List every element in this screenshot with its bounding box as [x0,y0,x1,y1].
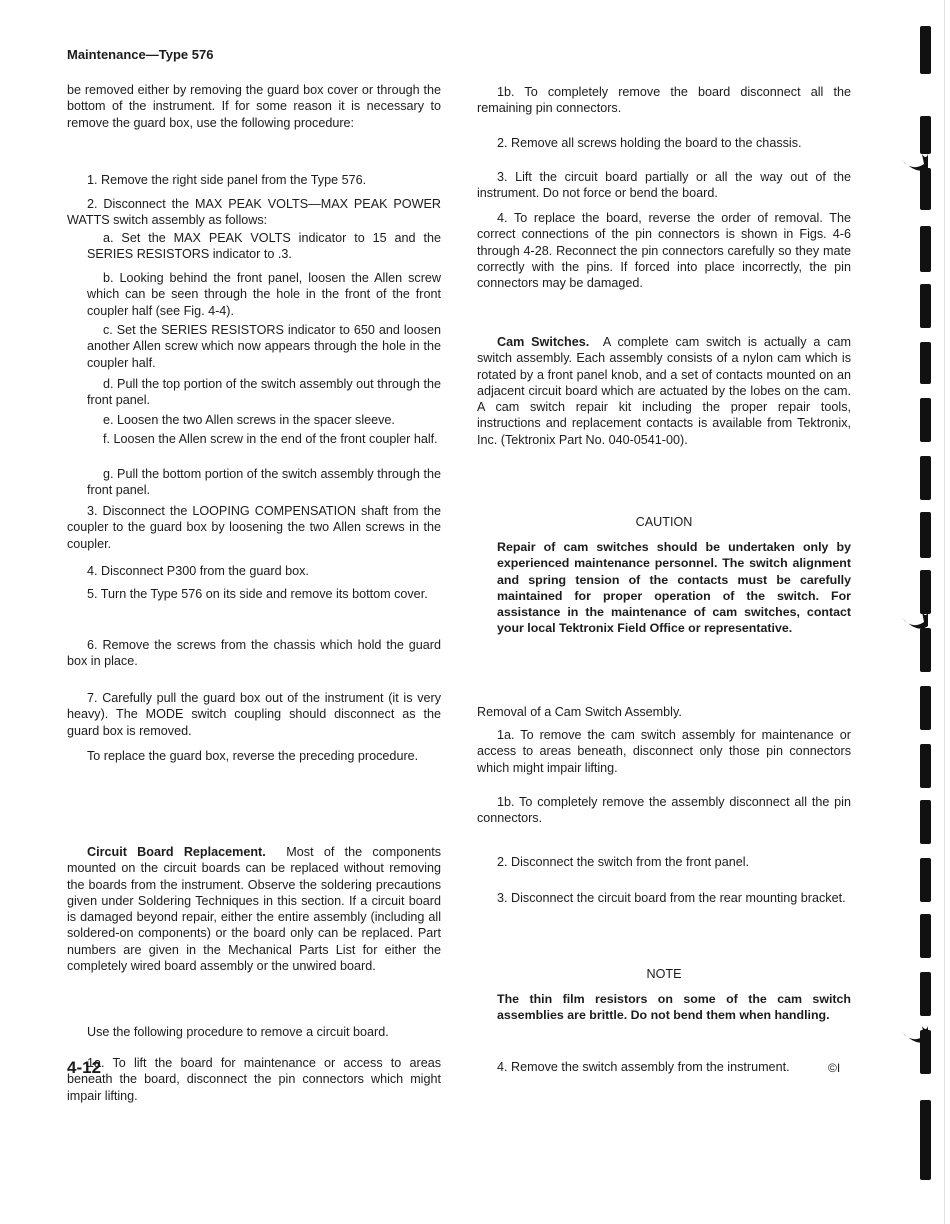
step-3-right: 3. Lift the circuit board partially or all the way out of the instrument. Do not force or bend the board. [477,170,851,201]
use-procedure: Use the following procedure to remove a circuit board. [87,1025,389,1039]
step-6: 6. Remove the screws from the chassis which hold the guard box in place. [67,638,441,669]
step-2-right: 2. Remove all screws holding the board to the chassis. [497,136,802,150]
step-4-right: 4. To replace the board, reverse the order of removal. The correct connections of the pin connectors is shown in Figs. 4-6 through 4-28. Reconnect the pin connectors carefully so they mate correctly with the pins. If forced into place incorrectly, the pin connectors may be damaged. [477,211,851,291]
step-2: 2. Disconnect the MAX PEAK VOLTS—MAX PEAK POWER WATTS switch assembly as follows: [67,197,441,228]
step-2c: c. Set the SERIES RESISTORS indicator to 650 and loosen another Allen screw which now appears through the hole in the coupler half. [87,323,441,370]
section-title-cam-switches: Cam Switches. [497,335,590,349]
binder-hook-icon [900,1018,930,1048]
note-text: The thin film resistors on some of the cam switch assemblies are brittle. Do not bend them when handling. [497,992,851,1023]
section-text-circuit-board: Most of the components mounted on the circuit boards can be replaced without removing the boards from the instrument. Observe the soldering precautions given under Soldering Techniques in this section. If a circuit board is damaged beyond repair, either the entire assembly (including all soldered-on components) or the board only can be replaced. Part numbers are given in the Mechanical Parts List for either the completely wired board assembly or the unwired board. [67,845,442,974]
binder-hole-icon [920,284,931,328]
section-title-circuit-board: Circuit Board Replacement. [87,845,266,859]
step-2b: b. Looking behind the front panel, loosen the Allen screw which can be seen through the hole in the front of the front coupler half (see Fig. 4-4). [87,271,441,318]
step-5: 5. Turn the Type 576 on its side and remove its bottom cover. [87,587,428,601]
step-2f: f. Loosen the Allen screw in the end of the front coupler half. [103,432,438,446]
binder-hole-icon [920,800,931,844]
removal-step-3: 3. Disconnect the circuit board from the rear mounting bracket. [497,891,846,905]
removal-step-4: 4. Remove the switch assembly from the instrument. [497,1060,790,1074]
binder-hole-icon [920,342,931,384]
binder-hole-icon [920,226,931,272]
circuit-board-replacement [67,844,441,974]
note-title: NOTE [646,967,682,981]
step-2e: e. Loosen the two Allen screws in the spacer sleeve. [103,413,395,427]
caution-title: CAUTION [635,515,693,529]
section-text-cam-switches: A complete cam switch is actually a cam switch assembly. Each assembly consists of a nylon cam which is rotated by a front panel knob, and a set of contacts mounted on an adjacent circuit board which are actuated by the lobes on the cam. A cam switch repair kit including the proper repair tools, instructions and replacement contacts is available from Tektronix, Inc. (Tektronix Part No. 040-0541-00). [477,335,851,447]
cam-switches [477,334,851,448]
step-1b: 1b. To completely remove the board disconnect all the remaining pin connectors. [477,85,851,116]
removal-step-1b: 1b. To completely remove the assembly disconnect all the pin connectors. [477,795,851,826]
binder-hole-icon [920,972,931,1016]
binder-hole-icon [920,398,931,442]
step-3: 3. Disconnect the LOOPING COMPENSATION shaft from the coupler to the guard box by loosening the two Allen screws in the coupler. [67,504,441,551]
binder-hook-icon [900,146,930,176]
step-7: 7. Carefully pull the guard box out of the instrument (it is very heavy). The MODE switch coupling should disconnect as the guard box is removed. [67,691,441,738]
step-2a: a. Set the MAX PEAK VOLTS indicator to 15 and the SERIES RESISTORS indicator to .3. [87,231,441,262]
binder-hole-icon [920,26,931,74]
removal-step-1a: 1a. To remove the cam switch assembly for maintenance or access to areas beneath, disconnect only those pin connectors which might impair lifting. [477,728,851,775]
binder-hole-icon [920,456,931,500]
binder-hole-icon [920,628,931,672]
replace-paragraph: To replace the guard box, reverse the preceding procedure. [87,749,419,763]
page-edge [944,0,945,1224]
step-1a: 1a. To lift the board for maintenance or access to areas beneath the board, disconnect the pin connectors which might impair lifting. [67,1056,441,1103]
removal-step-2: 2. Disconnect the switch from the front panel. [497,855,749,869]
step-2d: d. Pull the top portion of the switch assembly out through the front panel. [87,377,441,408]
step-4: 4. Disconnect P300 from the guard box. [87,564,309,578]
binder-hook-icon [900,604,930,634]
intro-paragraph: be removed either by removing the guard box cover or through the bottom of the instrument. If for some reason it is necessary to remove the guard box, use the following procedure: [67,83,441,130]
step-1: 1. Remove the right side panel from the Type 576. [87,173,367,187]
step-2g: g. Pull the bottom portion of the switch assembly through the front panel. [87,467,441,498]
caution-text: Repair of cam switches should be undertaken only by experienced maintenance personnel. The switch alignment and spring tension of the contacts must be carefully maintained for proper operation of the switch. For assistance in the maintenance of cam switches, contact your local Tektronix Field Office or representative. [497,540,851,636]
removal-title: Removal of a Cam Switch Assembly. [477,705,682,719]
binder-hole-icon [920,512,931,558]
binder-hole-icon [920,686,931,730]
page-number: 4-12 [67,1058,102,1077]
page-header: Maintenance—Type 576 [67,47,214,62]
binder-hole-icon [920,914,931,958]
binder-hole-icon [920,744,931,788]
revision-mark: ©I [828,1061,841,1075]
binder-hole-icon [920,1100,931,1180]
binder-hole-icon [920,858,931,902]
